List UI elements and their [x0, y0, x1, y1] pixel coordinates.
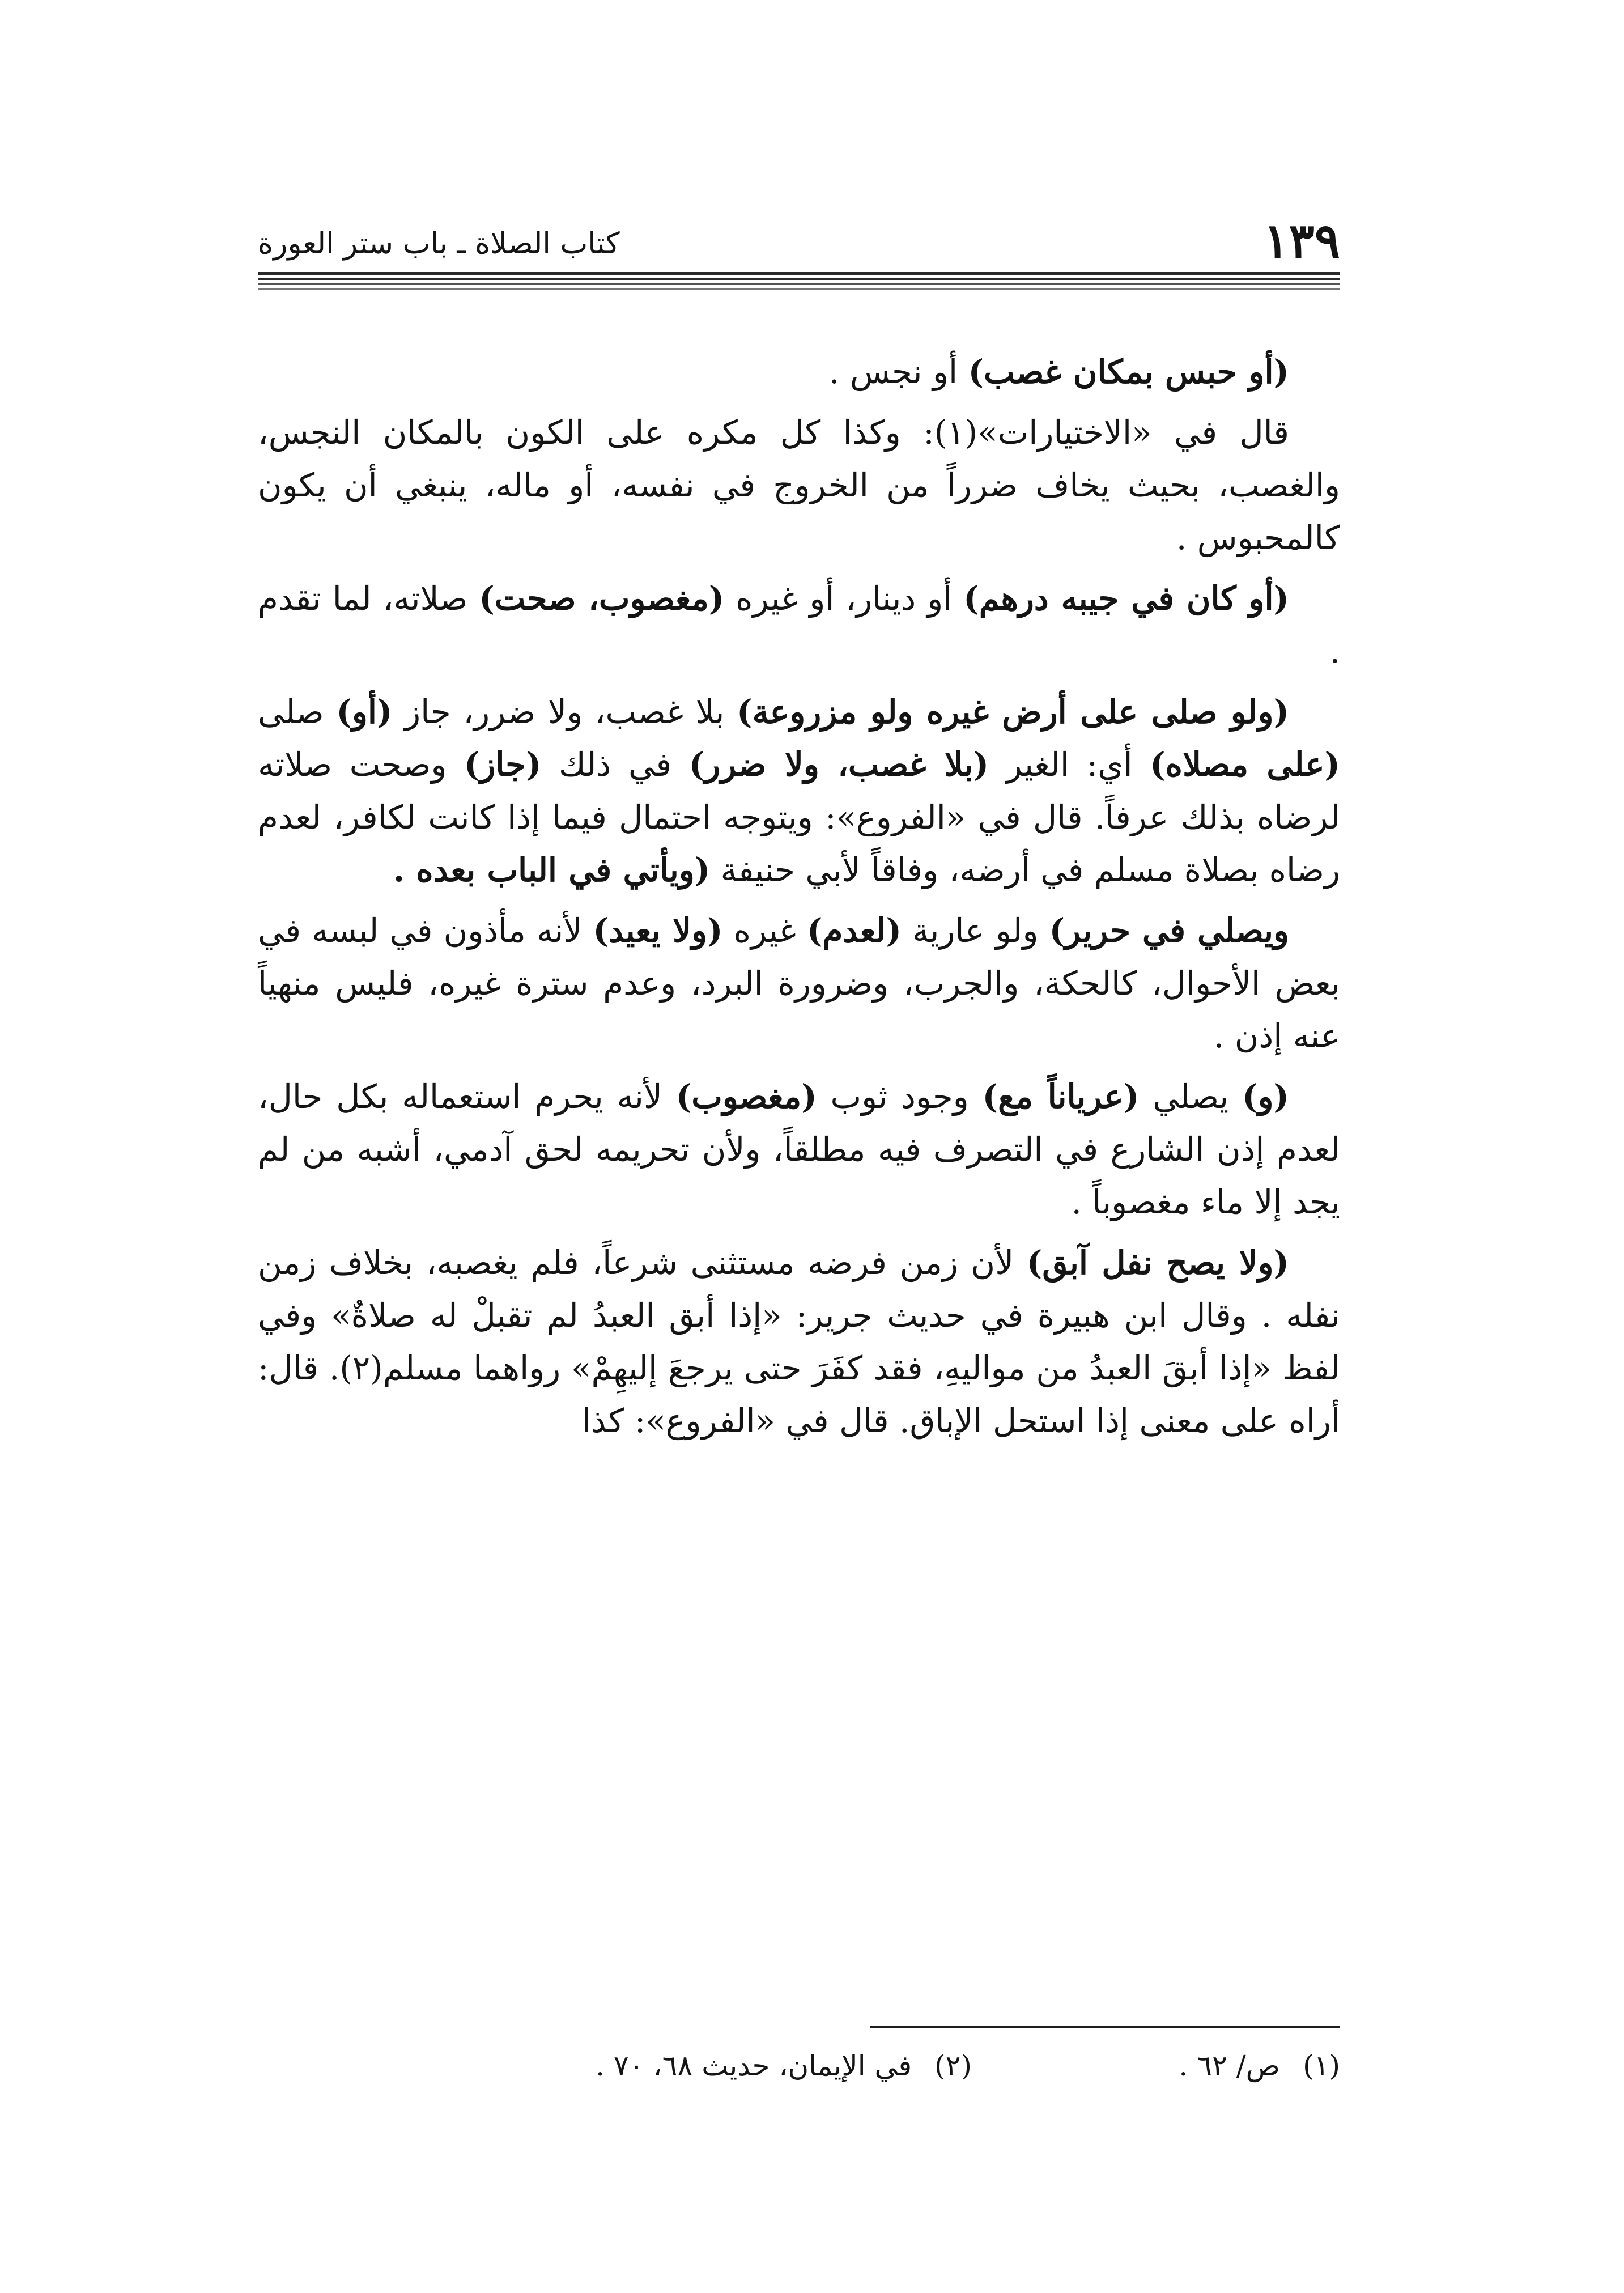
- footnote: [1179, 2037, 1340, 2094]
- sharh-text: لأن زمن فرضه مستثنى شرعاً، فلم يغصبه، بخلاف زمن نفله . وقال ابن هبيرة في حديث جرير: «إذا أبق العبدُ لم تقبلْ له صلاةٌ» وفي لفظ «إذا أبقَ العبدُ من مواليهِ، فقد كفَرَ حتى يرجعَ إليهِمْ» رواهما مسلم: [258, 1243, 1340, 1387]
- sharh-text: أي: الغير: [989, 745, 1150, 784]
- sharh-text: لأنه يحرم استعماله بكل حال، لعدم إذن الشارع في التصرف فيه مطلقاً، ولأن تحريمه لحق آدمي، أشبه من لم يجد إلا ماء مغصوباً .: [258, 1077, 1340, 1221]
- footnote: [596, 2037, 972, 2094]
- matn-text: (بلا غصب، ولا ضرر): [688, 745, 989, 784]
- body-text: [258, 346, 1340, 1455]
- sharh-text: (٢): [339, 1349, 383, 1387]
- paragraph: [258, 346, 1340, 398]
- header-rule: [258, 283, 1340, 285]
- matn-text: (ولا يصح نفل آبق): [1026, 1243, 1289, 1282]
- sharh-text: وجود ثوب: [817, 1077, 983, 1116]
- page-number: ١٣٩: [1263, 213, 1340, 269]
- running-title: كتاب الصلاة ـ باب ستر العورة: [258, 227, 620, 261]
- sharh-text: غيره: [722, 911, 807, 950]
- matn-text: (و): [1242, 1077, 1289, 1116]
- sharh-text: في ذلك: [541, 745, 689, 784]
- footnote-text: ص/ ٦٢ .: [1179, 2049, 1281, 2082]
- matn-text: (أو حبس بمكان غصب): [968, 353, 1289, 391]
- matn-text: (أو): [336, 693, 393, 731]
- matn-text: (ولا يعيد): [593, 911, 723, 950]
- sharh-text: قال في «الاختيارات»: [977, 413, 1290, 452]
- sharh-text: (١): [934, 413, 978, 452]
- footnote-separator: [870, 2026, 1340, 2028]
- matn-text: (لعدم): [807, 911, 902, 950]
- paragraph: [258, 1237, 1340, 1447]
- matn-text: (مغصوب): [675, 1077, 817, 1116]
- matn-text: (ولو صلى على أرض غيره ولو مزروعة): [737, 693, 1290, 731]
- matn-text: ويصلي في حرير): [1049, 911, 1289, 950]
- sharh-text: لأنه مأذون في لبسه في بعض الأحوال، كالحكة، والجرب، وضرورة البرد، وعدم سترة غيره، فليس منهياً عنه إذن .: [258, 911, 1340, 1055]
- sharh-text: يصلي: [1139, 1077, 1243, 1116]
- header-rule: [258, 272, 1340, 275]
- footnote-number: (٢): [934, 2049, 972, 2082]
- matn-text: (أو كان في جيبه درهم): [963, 579, 1290, 618]
- sharh-text: أو نجس .: [829, 353, 968, 391]
- paragraph: [258, 686, 1340, 897]
- footnote-number: (١): [1303, 2049, 1340, 2082]
- header-rule: [258, 278, 1340, 280]
- sharh-text: أو دينار، أو غيره: [724, 579, 964, 618]
- matn-text: (على مصلاه): [1150, 745, 1340, 784]
- paragraph: [258, 406, 1340, 564]
- sharh-text: ولو عارية: [901, 911, 1049, 950]
- page-header: [258, 210, 1340, 269]
- sharh-text: صلاته، لما تقدم .: [258, 579, 1340, 670]
- paragraph: [258, 905, 1340, 1063]
- paragraph: [258, 572, 1340, 678]
- sharh-text: . قال: أراه على معنى إذا استحل الإباق. قال في «الفروع»: كذا: [258, 1349, 1340, 1440]
- sharh-text: وصحت صلاته لرضاه بذلك عرفاً. قال في «الفروع»: ويتوجه احتمال فيما إذا كانت لكافر، لعدم رضاه بصلاة مسلم في أرضه، وفاقاً لأبي حنيفة: [258, 745, 1340, 889]
- sharh-text: بلا غصب، ولا ضرر، جاز: [392, 693, 737, 731]
- matn-text: (مغصوب، صحت): [479, 579, 725, 618]
- matn-text: (جاز): [464, 745, 542, 784]
- matn-text: (عرياناً مع): [982, 1077, 1140, 1116]
- footnote-text: في الإيمان، حديث ٦٨، ٧٠ .: [596, 2049, 912, 2082]
- paragraph: [258, 1071, 1340, 1229]
- footnotes: [258, 2037, 1340, 2094]
- sharh-text: : وكذا كل مكره على الكون بالمكان النجس، والغصب، بحيث يخاف ضرراً من الخروج في نفسه، أو ماله، ينبغي أن يكون كالمحبوس .: [258, 413, 1340, 557]
- matn-text: (ويأتي في الباب بعده .: [393, 851, 711, 889]
- header-rule: [258, 288, 1340, 290]
- sharh-text: صلى: [258, 693, 337, 731]
